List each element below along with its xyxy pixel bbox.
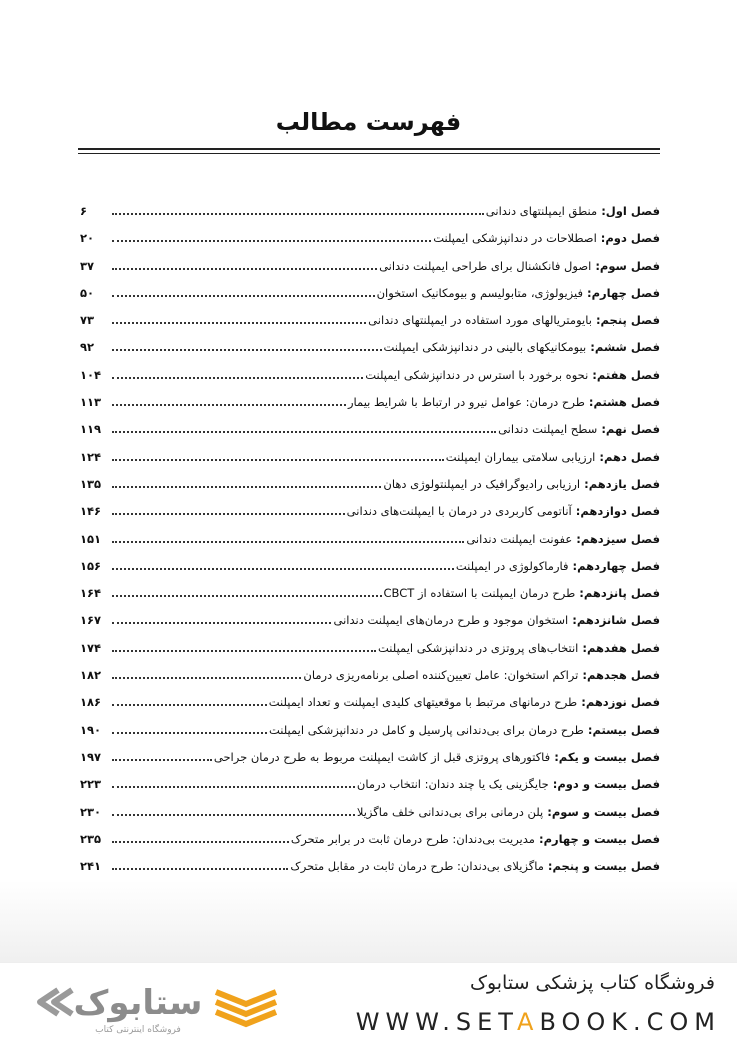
toc-chapter-label: فصل هجدهم: bbox=[582, 668, 660, 683]
toc-page-number: ۶ bbox=[80, 204, 88, 218]
toc-chapter-title: بیومکانیکهای بالینی در دندانپزشکی ایمپلنت bbox=[383, 340, 587, 355]
toc-chapter-label: فصل چهاردهم: bbox=[572, 558, 660, 573]
toc-page-number: ۵۰ bbox=[80, 285, 95, 300]
toc-chapter-label: فصل بیست و یکم: bbox=[554, 749, 660, 764]
toc-leader-dots bbox=[112, 568, 454, 570]
toc-chapter-label: فصل هفدهم: bbox=[582, 640, 660, 655]
toc-chapter-label: فصل بیست و پنجم: bbox=[547, 859, 660, 874]
toc-leader-dots bbox=[112, 814, 355, 816]
toc-leader-dots bbox=[112, 541, 464, 543]
toc-entry bbox=[80, 750, 660, 777]
url-suffix: BOOK.COM bbox=[539, 1008, 721, 1036]
toc-chapter-title: طرح درمانهای مرتبط با موقعیتهای کلیدی ایمپلنت و تعداد ایمپلنت bbox=[268, 695, 578, 710]
toc-leader-dots bbox=[112, 704, 267, 706]
toc-chapter-label: فصل نهم: bbox=[601, 422, 660, 437]
toc-entry bbox=[80, 395, 660, 422]
toc-leader-dots bbox=[112, 868, 288, 870]
page-title: فهرست مطالب bbox=[275, 108, 462, 136]
toc-entry bbox=[80, 204, 660, 231]
toc-chapter-title: نحوه برخورد با استرس در دندانپزشکی ایمپلنت bbox=[365, 367, 589, 382]
title-rule-thin bbox=[78, 153, 660, 154]
toc-chapter-title: آناتومی کاربردی در درمان با ایمپلنت‌های دندانی bbox=[346, 504, 572, 519]
toc-page-number: ۱۸۶ bbox=[80, 695, 102, 710]
toc-entry bbox=[80, 313, 660, 340]
toc-entry bbox=[80, 613, 660, 640]
toc-chapter-label: فصل هشتم: bbox=[588, 395, 660, 410]
toc-chapter-label: فصل بیست و چهارم: bbox=[538, 831, 660, 846]
toc-entry bbox=[80, 695, 660, 722]
toc-chapter-title: عفونت ایمپلنت دندانی bbox=[466, 531, 573, 546]
toc-chapter-label: فصل اول: bbox=[601, 204, 660, 218]
toc-entry bbox=[80, 340, 660, 367]
toc-chapter-title: طرح درمان: عوامل نیرو در ارتباط با شرایط بیمار bbox=[347, 395, 585, 410]
toc-chapter-title: تراکم استخوان: عامل تعیین‌کننده اصلی برنامه‌ریزی درمان bbox=[303, 668, 579, 683]
toc-chapter-label: فصل ششم: bbox=[590, 340, 660, 355]
toc-chapter-label: فصل سوم: bbox=[595, 258, 660, 273]
logo-wordmark: ستابوک bbox=[73, 983, 203, 1023]
toc-page-number: ۱۱۳ bbox=[80, 395, 102, 410]
toc-leader-dots bbox=[112, 268, 377, 270]
toc-page-number: ۱۵۱ bbox=[80, 531, 102, 546]
toc-leader-dots bbox=[112, 732, 267, 734]
url-accent: A bbox=[517, 1008, 540, 1036]
toc-entry bbox=[80, 723, 660, 750]
title-rule-thick bbox=[78, 148, 660, 150]
toc-page-number: ۱۷۴ bbox=[80, 640, 102, 655]
toc-chapter-label: فصل پانزدهم: bbox=[579, 586, 660, 601]
toc-chapter-title: بایومتریالهای مورد استفاده در ایمپلنتهای دندانی bbox=[368, 313, 592, 328]
toc-chapter-title: استخوان موجود و طرح درمان‌های ایمپلنت دندانی bbox=[333, 613, 569, 628]
table-of-contents bbox=[80, 204, 660, 886]
toc-chapter-label: فصل شانزدهم: bbox=[572, 613, 660, 628]
toc-page-number: ۲۳۰ bbox=[80, 804, 102, 819]
toc-entry bbox=[80, 231, 660, 258]
toc-chapter-title: مدیریت بی‌دندان: طرح درمان ثابت در برابر متحرک bbox=[290, 831, 535, 846]
toc-leader-dots bbox=[112, 213, 484, 215]
toc-chapter-title: سطح ایمپلنت دندانی bbox=[498, 422, 598, 437]
toc-page-number: ۱۳۵ bbox=[80, 476, 102, 491]
toc-chapter-label: فصل بیست و دوم: bbox=[552, 777, 660, 792]
toc-page-number: ۲۰ bbox=[80, 231, 95, 246]
toc-leader-dots bbox=[112, 459, 444, 461]
toc-entry bbox=[80, 504, 660, 531]
toc-entry bbox=[80, 668, 660, 695]
store-name: فروشگاه کتاب پزشکی ستابوک bbox=[469, 972, 715, 994]
toc-entry bbox=[80, 368, 660, 395]
toc-chapter-title: منطق ایمپلنتهای دندانی bbox=[485, 204, 598, 218]
toc-leader-dots bbox=[112, 486, 381, 488]
toc-leader-dots bbox=[112, 431, 496, 433]
toc-leader-dots bbox=[112, 595, 382, 597]
page-bottom-shadow bbox=[0, 880, 737, 962]
toc-leader-dots bbox=[112, 322, 366, 324]
toc-chapter-title: ماگزیلای بی‌دندان: طرح درمان ثابت در مقابل متحرک bbox=[290, 859, 544, 874]
toc-chapter-title: اصول فانکشنال برای طراحی ایمپلنت دندانی bbox=[379, 258, 592, 273]
store-url[interactable] bbox=[356, 1008, 721, 1036]
toc-entry bbox=[80, 450, 660, 477]
toc-leader-dots bbox=[112, 295, 375, 297]
toc-leader-dots bbox=[112, 841, 289, 843]
toc-entry bbox=[80, 422, 660, 449]
toc-page-number: ۲۲۳ bbox=[80, 777, 102, 792]
toc-page-number: ۱۱۹ bbox=[80, 422, 102, 437]
toc-chapter-title: انتخاب‌های پروتزی در دندانپزشکی ایمپلنت bbox=[378, 640, 579, 655]
toc-leader-dots bbox=[112, 240, 431, 242]
toc-entry bbox=[80, 559, 660, 586]
url-prefix: WWW.SET bbox=[355, 1008, 518, 1036]
toc-chapter-label: فصل نوزدهم: bbox=[581, 695, 660, 710]
toc-entry bbox=[80, 259, 660, 286]
toc-chapter-label: فصل سیزدهم: bbox=[576, 531, 660, 546]
toc-page-number: ۱۴۶ bbox=[80, 504, 102, 519]
toc-leader-dots bbox=[112, 349, 382, 351]
toc-chapter-label: فصل دوازدهم: bbox=[575, 504, 660, 519]
toc-chapter-title: جایگزینی یک یا چند دندان: انتخاب درمان bbox=[356, 777, 549, 792]
store-logo bbox=[30, 978, 280, 1036]
toc-page-number: ۱۰۴ bbox=[80, 367, 102, 382]
toc-leader-dots bbox=[112, 650, 376, 652]
toc-chapter-label: فصل دهم: bbox=[599, 449, 660, 464]
toc-chapter-title: طرح درمان برای بی‌دندانی پارسیل و کامل در دندانپزشکی ایمپلنت bbox=[268, 722, 584, 737]
toc-page-number: ۱۶۷ bbox=[80, 613, 102, 628]
toc-chapter-title: ارزیابی سلامتی بیماران ایمپلنت bbox=[445, 449, 596, 464]
toc-leader-dots bbox=[112, 759, 212, 761]
toc-page-number: ۱۵۶ bbox=[80, 558, 102, 573]
toc-page-number: ۲۳۵ bbox=[80, 831, 102, 846]
toc-chapter-label: فصل چهارم: bbox=[587, 285, 660, 300]
toc-chapter-label: فصل بیست و سوم: bbox=[547, 804, 660, 819]
toc-entry bbox=[80, 777, 660, 804]
toc-leader-dots bbox=[112, 377, 363, 379]
toc-page-number: ۱۸۲ bbox=[80, 668, 102, 683]
toc-page-number: ۱۲۴ bbox=[80, 449, 102, 464]
toc-chapter-title: ارزیابی رادیوگرافیک در ایمپلنتولوژی دهان bbox=[383, 476, 581, 491]
toc-page-number: ۳۷ bbox=[80, 258, 95, 273]
toc-entry bbox=[80, 532, 660, 559]
toc-entry bbox=[80, 832, 660, 859]
toc-entry bbox=[80, 477, 660, 504]
toc-leader-dots bbox=[112, 513, 345, 515]
setabook-logo-icon bbox=[30, 978, 280, 1036]
toc-entry bbox=[80, 641, 660, 668]
toc-page-number: ۱۶۴ bbox=[80, 586, 102, 601]
toc-page-number: ۷۳ bbox=[80, 313, 95, 328]
toc-leader-dots bbox=[112, 622, 331, 624]
toc-page-number: ۱۹۰ bbox=[80, 722, 102, 737]
toc-chapter-label: فصل دوم: bbox=[600, 231, 660, 246]
toc-page-number: ۹۲ bbox=[80, 340, 95, 355]
logo-tagline: فروشگاه اینترنتی کتاب bbox=[95, 1025, 181, 1035]
toc-page-number: ۲۴۱ bbox=[80, 859, 102, 874]
toc-chapter-title: طرح درمان ایمپلنت با استفاده از CBCT bbox=[383, 586, 576, 601]
toc-leader-dots bbox=[112, 404, 346, 406]
toc-chapter-title: فاکتورهای پروتزی قبل از کاشت ایمپلنت مربوط به طرح درمان جراحی bbox=[213, 749, 551, 764]
toc-leader-dots bbox=[112, 786, 355, 788]
toc-chapter-label: فصل هفتم: bbox=[592, 367, 660, 382]
toc-chapter-title: فارماکولوژی در ایمپلنت bbox=[455, 558, 569, 573]
toc-chapter-title: فیزیولوژی، متابولیسم و بیومکانیک استخوان bbox=[376, 285, 583, 300]
toc-chapter-label: فصل پنجم: bbox=[595, 313, 660, 328]
toc-chapter-title: پلن درمانی برای بی‌دندانی خلف ماگزیلا bbox=[356, 804, 544, 819]
toc-chapter-label: فصل یازدهم: bbox=[584, 476, 660, 491]
toc-page-number: ۱۹۷ bbox=[80, 749, 102, 764]
toc-entry bbox=[80, 586, 660, 613]
toc-chapter-title: اصطلاحات در دندانپزشکی ایمپلنت bbox=[433, 231, 597, 246]
toc-leader-dots bbox=[112, 677, 301, 679]
toc-entry bbox=[80, 805, 660, 832]
toc-entry bbox=[80, 286, 660, 313]
toc-chapter-label: فصل بیستم: bbox=[587, 722, 660, 737]
